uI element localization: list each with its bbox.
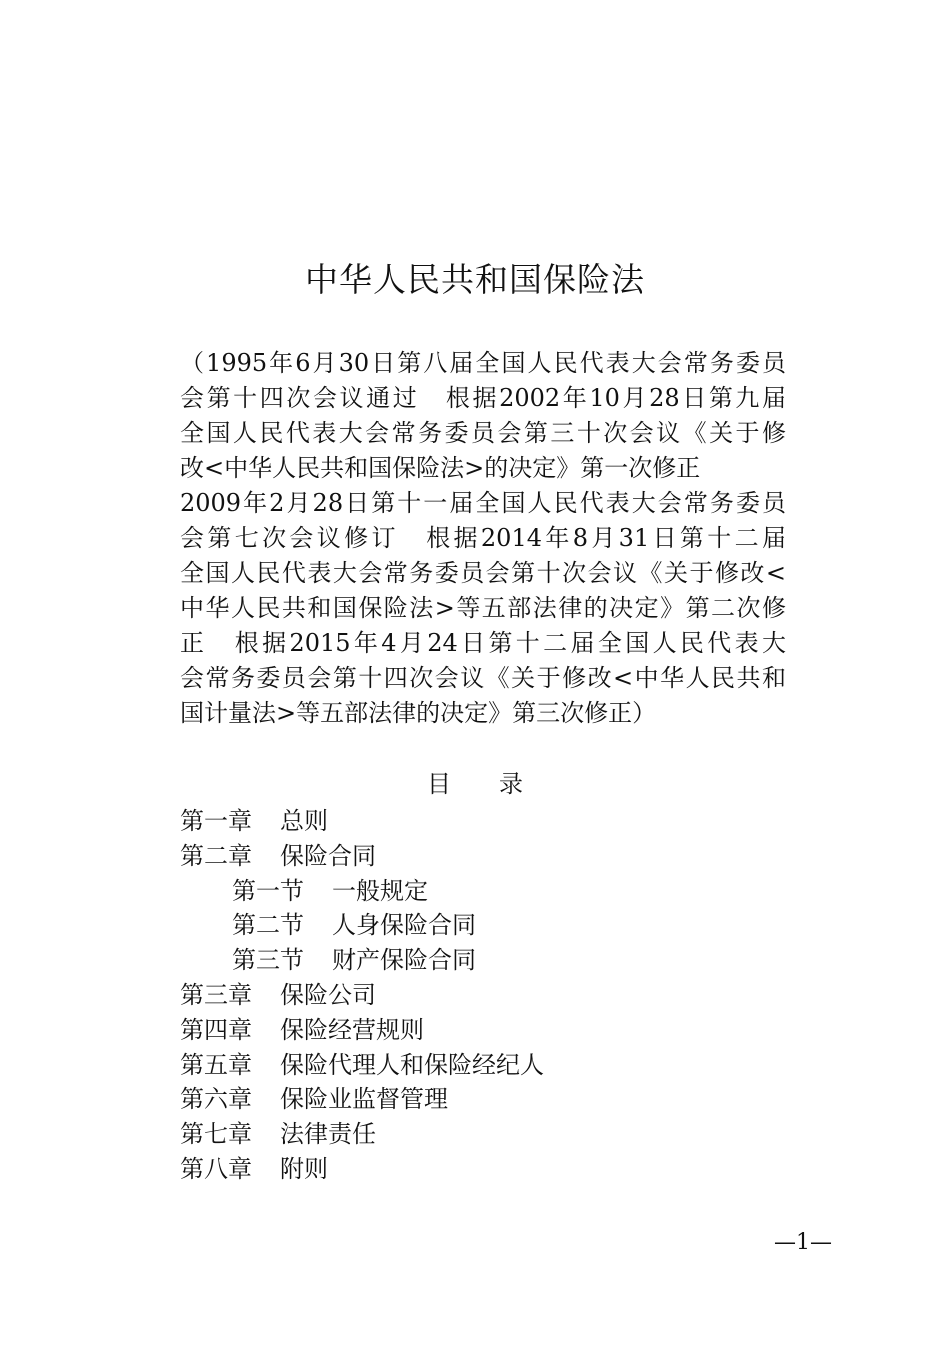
toc-chapter-title: 保险公司 [280, 980, 376, 1009]
document-title: 中华人民共和国保险法 [305, 260, 645, 299]
history-line: 中华人民共和国保险法>等五部法律的决定》第二次修 [180, 594, 786, 622]
toc-section[interactable] [180, 908, 544, 943]
toc-chapter-title: 法律责任 [280, 1120, 376, 1149]
toc-chapter-title: 附则 [280, 1154, 328, 1183]
page-number: —1— [774, 1230, 832, 1255]
history-line: 国计量法>等五部法律的决定》第三次修正） [180, 699, 657, 727]
toc-chapter[interactable] [180, 1152, 544, 1187]
history-line: 全国人民代表大会常务委员会第十次会议《关于修改< [180, 559, 786, 587]
table-of-contents [180, 804, 544, 1187]
toc-chapter-number: 第三章 [180, 980, 252, 1009]
toc-chapter[interactable] [180, 1048, 544, 1083]
toc-chapter-title: 总则 [280, 807, 328, 835]
toc-chapter[interactable] [180, 1117, 544, 1152]
legislative-history [180, 346, 786, 731]
toc-chapter[interactable] [180, 1013, 544, 1048]
toc-chapter-number: 第八章 [180, 1154, 252, 1183]
toc-section-title: 人身保险合同 [332, 911, 476, 940]
toc-chapter-title: 保险代理人和保险经纪人 [280, 1050, 544, 1079]
toc-section-number: 第三节 [232, 946, 304, 975]
history-line: 正 根据2015年4月24日第十二届全国人民代表大 [180, 629, 786, 657]
toc-heading-char: 目 [427, 770, 451, 798]
toc-heading [0, 767, 950, 802]
toc-chapter-number: 第六章 [180, 1085, 252, 1114]
history-line: 会常务委员会第十四次会议《关于修改<中华人民共和 [180, 664, 786, 692]
toc-section-number: 第一节 [232, 876, 304, 905]
toc-chapter[interactable] [180, 804, 544, 839]
history-line: 2009年2月28日第十一届全国人民代表大会常务委员 [180, 489, 786, 517]
history-line: （1995年6月30日第八届全国人民代表大会常务委员 [180, 349, 786, 377]
toc-section-title: 财产保险合同 [332, 946, 476, 975]
toc-chapter-title: 保险合同 [280, 841, 376, 870]
toc-chapter-title: 保险经营规则 [280, 1015, 424, 1044]
toc-chapter[interactable] [180, 978, 544, 1013]
history-line: 全国人民代表大会常务委员会第三十次会议《关于修 [180, 419, 786, 447]
history-line: 会第七次会议修订 根据2014年8月31日第十二届 [180, 524, 786, 552]
toc-chapter-number: 第四章 [180, 1015, 252, 1044]
toc-section-title: 一般规定 [332, 876, 428, 905]
toc-chapter[interactable] [180, 1082, 544, 1117]
toc-section[interactable] [180, 874, 544, 909]
toc-chapter-number: 第五章 [180, 1050, 252, 1079]
toc-chapter-title: 保险业监督管理 [280, 1085, 448, 1114]
toc-chapter[interactable] [180, 839, 544, 874]
toc-heading-char: 录 [499, 770, 523, 798]
toc-section-number: 第二节 [232, 911, 304, 940]
toc-section[interactable] [180, 943, 544, 978]
history-line: 会第十四次会议通过 根据2002年10月28日第九届 [180, 384, 786, 412]
toc-chapter-number: 第七章 [180, 1120, 252, 1149]
history-line: 改<中华人民共和国保险法>的决定》第一次修正 [180, 454, 701, 482]
toc-chapter-number: 第二章 [180, 841, 252, 870]
toc-chapter-number: 第一章 [180, 807, 252, 835]
